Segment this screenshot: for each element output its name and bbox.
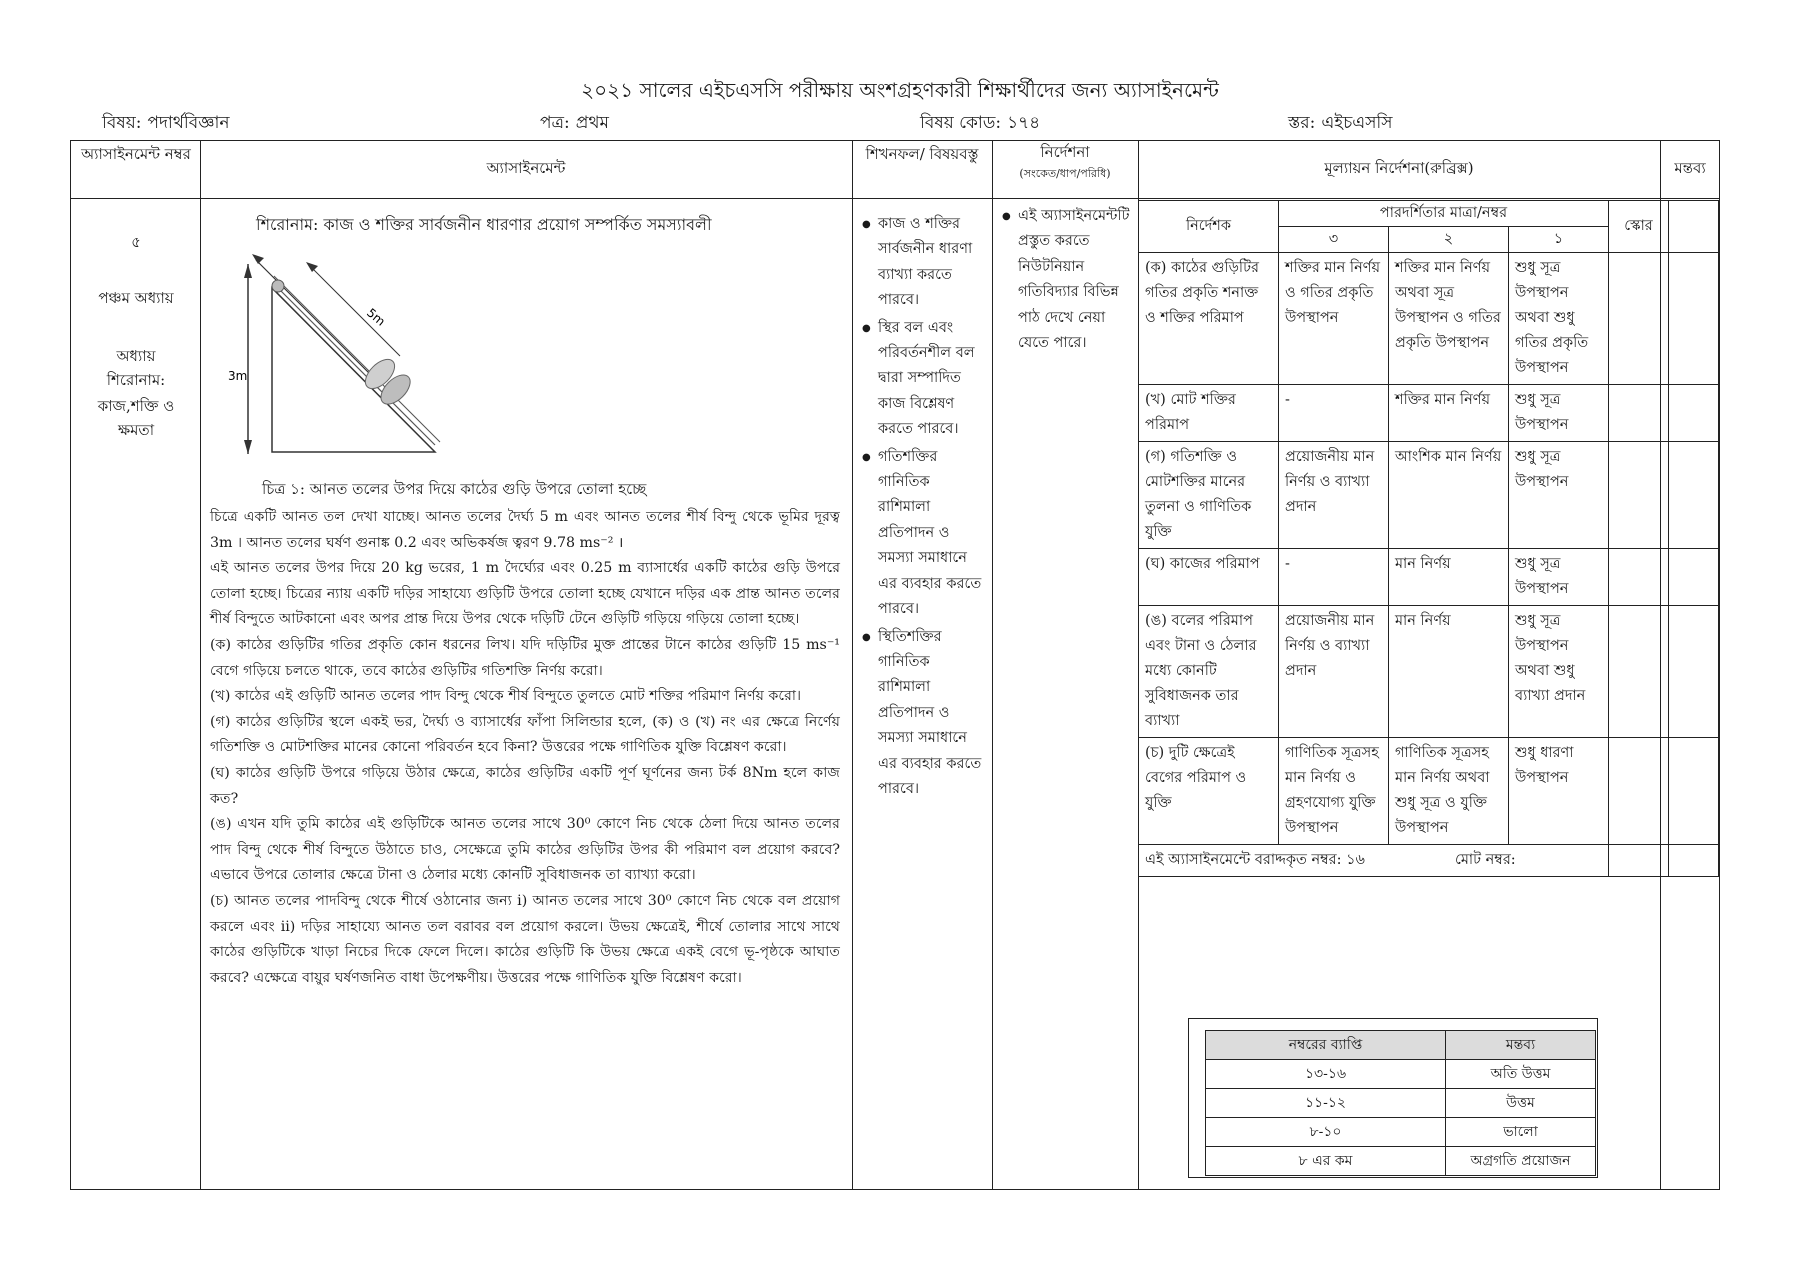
rubric-row — [1139, 442, 1719, 549]
rubric-row — [1139, 385, 1719, 442]
header-instruction: নির্দেশনা (সংকেত/ধাপ/পরিধি) — [992, 141, 1138, 185]
score-range-header: নম্বরের ব্যাপ্তি — [1206, 1031, 1446, 1060]
divider — [852, 140, 853, 1190]
table-row — [1206, 1089, 1596, 1118]
level-1: ১ — [1509, 227, 1609, 253]
remark-cell: উত্তম — [1446, 1089, 1596, 1118]
level-2-cell: মান নির্ণয় — [1389, 606, 1509, 738]
level-3-cell: - — [1279, 549, 1389, 606]
level-3-cell: - — [1279, 385, 1389, 442]
level-2-cell: শক্তির মান নির্ণয় অথবা সূত্র উপস্থাপন ও গতির প্রকৃতি উপস্থাপন — [1389, 253, 1509, 385]
paragraph: চিত্রে একটি আনত তল দেখা যাচ্ছে। আনত তলের দৈর্ঘ্য 5 m এবং আনত তলের শীর্ষ বিন্দু থেকে ভূমির দূরত্ব 3m । আনত তলের ঘর্ষণ গুনাঙ্ক 0.2 এবং অভিকর্ষজ ত্বরণ 9.78 ms⁻² । — [210, 509, 840, 551]
range-cell: ১১-১২ — [1206, 1089, 1446, 1118]
rubric-indicator-header: নির্দেশক — [1139, 201, 1279, 253]
rubric-level-header: পারদর্শিতার মাত্রা/নম্বর — [1279, 201, 1609, 227]
level-2: ২ — [1389, 227, 1509, 253]
table-row — [1206, 1118, 1596, 1147]
blank-cell — [1669, 385, 1719, 442]
chapter-title-label: অধ্যায় শিরোনাম: — [106, 347, 166, 389]
meta-code: বিষয় কোড: ১৭৪ — [920, 113, 1041, 133]
range-cell: ৮ এর কম — [1206, 1147, 1446, 1176]
rubric-blank — [1669, 201, 1719, 253]
divider — [200, 140, 201, 1190]
chapter-title: কাজ,শক্তি ও ক্ষমতা — [97, 397, 175, 439]
level-2-cell: আংশিক মান নির্ণয় — [1389, 442, 1509, 549]
level-3-cell: প্রয়োজনীয় মান নির্ণয় ও ব্যাখ্যা প্রদান — [1279, 442, 1389, 549]
table-row — [1206, 1147, 1596, 1176]
remark-cell: অগ্রগতি প্রয়োজন — [1446, 1147, 1596, 1176]
blank-cell — [1669, 442, 1719, 549]
outcome-item: ● স্থির বল এবং পরিবর্তনশীল বল দ্বারা সম্পাদিত কাজ বিশ্লেষণ করতে পারবে। — [862, 316, 982, 443]
level-3: ৩ — [1279, 227, 1389, 253]
header-remark: মন্তব্য — [1674, 159, 1706, 177]
rubric-row — [1139, 549, 1719, 606]
question-ka: (ক) কাঠের গুড়িটির গতির প্রকৃতি কোন ধরনের লিখ। যদি দড়িটির মুক্ত প্রান্তের টানে কাঠের গুড়িটি 15 ms⁻¹ বেগে গড়িয়ে চলতে থাকে, তবে কাঠের গুড়িটির গতিশক্তি নির্ণয় করো। — [210, 636, 840, 679]
level-3-cell: শক্তির মান নির্ণয় ও গতির প্রকৃতি উপস্থাপন — [1279, 253, 1389, 385]
score-cell — [1609, 606, 1669, 738]
indicator: (ঙ) বলের পরিমাপ এবং টানা ও ঠেলার মধ্যে কোনটি সুবিধাজনক তার ব্যাখ্যা — [1139, 606, 1279, 738]
level-2-cell: শক্তির মান নির্ণয় — [1389, 385, 1509, 442]
meta-subject: বিষয়: পদার্থবিজ্ঞান — [102, 113, 230, 133]
remark-cell: ভালো — [1446, 1118, 1596, 1147]
blank-cell — [1669, 738, 1719, 845]
level-2-cell: মান নির্ণয় — [1389, 549, 1509, 606]
range-cell: ১৩-১৬ — [1206, 1060, 1446, 1089]
level-2-cell: গাণিতিক সূত্রসহ মান নির্ণয় অথবা শুধু সূত্র ও যুক্তি উপস্থাপন — [1389, 738, 1509, 845]
outcome-item: ● গতিশক্তির গানিতিক রাশিমালা প্রতিপাদন ও সমস্যা সমাধানে এর ব্যবহার করতে পারবে। — [862, 445, 982, 623]
score-cell — [1609, 738, 1669, 845]
document-title: ২০২১ সালের এইচএসসি পরীক্ষায় অংশগ্রহণকারী শিক্ষার্থীদের জন্য অ্যাসাইনমেন্ট — [581, 78, 1219, 102]
total-score-cell — [1609, 845, 1669, 877]
outcome-item: ● কাজ ও শক্তির সার্বজনীন ধারণা ব্যাখ্যা করতে পারবে। — [862, 212, 982, 314]
indicator: (ঘ) কাজের পরিমাপ — [1139, 549, 1279, 606]
level-3-cell: গাণিতিক সূত্রসহ মান নির্ণয় ও গ্রহণযোগ্য যুক্তি উপস্থাপন — [1279, 738, 1389, 845]
rubric-table — [1138, 200, 1719, 877]
score-cell — [1609, 442, 1669, 549]
indicator: (ক) কাঠের গুড়িটির গতির প্রকৃতি শনাক্ত ও শক্তির পরিমাপ — [1139, 253, 1279, 385]
inclined-plane-figure — [230, 248, 460, 468]
height-label: 3m — [228, 369, 248, 383]
score-cell — [1609, 385, 1669, 442]
meta-level: স্তর: এইচএসসি — [1288, 113, 1393, 133]
range-cell: ৮-১০ — [1206, 1118, 1446, 1147]
assignment-body — [210, 505, 840, 991]
score-cell — [1609, 549, 1669, 606]
learning-outcomes — [862, 212, 982, 804]
paragraph: এই আনত তলের উপর দিয়ে 20 kg ভরের, 1 m দৈর্ঘ্যের এবং 0.25 m ব্যাসার্ধের একটি কাঠের গুড়ি উপরে তোলা হচ্ছে। চিত্রের ন্যায় একটি দড়ির সাহায্যে গুড়িটি উপরে তোলা হচ্ছে যেখানে দড়ির এক প্রান্ত আনত তলের শীর্ষ বিন্দুতে আটকানো এবং অপর প্রান্ত দিয়ে উপর থেকে দড়িটি টেনে গুড়িটি গড়িয়ে গড়িয়ে তোলা হচ্ছে। — [210, 560, 840, 628]
blank-cell — [1669, 549, 1719, 606]
rubric-row — [1139, 606, 1719, 738]
total-marks: মোট নম্বর: — [1454, 852, 1516, 868]
level-1-cell: শুধু সূত্র উপস্থাপন অথবা শুধু গতির প্রকৃতি উপস্থাপন — [1509, 253, 1609, 385]
question-gha: (ঘ) কাঠের গুড়িটি উপরে গড়িয়ে উঠার ক্ষেত্রে, কাঠের গুড়িটির একটি পূর্ণ ঘূর্ণনের জন্য টর্ক 8Nm হলে কাজ কত? — [210, 764, 840, 807]
level-1-cell: শুধু ধারণা উপস্থাপন — [1509, 738, 1609, 845]
slope-length-label: 5m — [364, 305, 388, 329]
indicator: (খ) মোট শক্তির পরিমাপ — [1139, 385, 1279, 442]
indicator: (গ) গতিশক্তি ও মোটশক্তির মানের তুলনা ও গাণিতিক যুক্তি — [1139, 442, 1279, 549]
header-assignment-no: অ্যাসাইনমেন্ট নম্বর — [81, 145, 191, 163]
indicator: (চ) দুটি ক্ষেত্রেই বেগের পরিমাপ ও যুক্তি — [1139, 738, 1279, 845]
level-3-cell: প্রয়োজনীয় মান নির্ণয় ও ব্যাখ্যা প্রদান — [1279, 606, 1389, 738]
assignment-number: ৫ — [131, 233, 141, 251]
question-umo: (ঙ) এখন যদি তুমি কাঠের এই গুড়িটিকে আনত তলের সাথে 30⁰ কোণে নিচ থেকে ঠেলা দিয়ে আনত তলের পাদ বিন্দু থেকে শীর্ষ বিন্দুতে উঠাতে চাও, সেক্ষেত্রে তুমি কাঠের গুড়িটির উপর কী পরিমাণ বল প্রয়োগ করবে? এভাবে উপরে তোলার ক্ষেত্রে টানা ও ঠেলার মধ্যে কোনটি সুবিধাজনক তা ব্যাখ্যা করো। — [210, 816, 840, 884]
header-rubric: মূল্যায়ন নির্দেশনা(রুব্রিক্স) — [1324, 159, 1474, 177]
remark-cell: অতি উত্তম — [1446, 1060, 1596, 1089]
blank-cell — [1669, 253, 1719, 385]
instruction — [1002, 204, 1132, 356]
outcome-item: ● স্থিতিশক্তির গানিতিক রাশিমালা প্রতিপাদন ও সমস্যা সমাধানে এর ব্যবহার করতে পারবে। — [862, 625, 982, 803]
allotted-marks: এই অ্যাসাইনমেন্টে বরাদ্দকৃত নম্বর: ১৬ মোট নম্বর: — [1139, 845, 1609, 877]
blank-cell — [1669, 606, 1719, 738]
chapter-name: পঞ্চম অধ্যায় — [98, 289, 174, 307]
question-cha: (চ) আনত তলের পাদবিন্দু থেকে শীর্ষে ওঠানোর জন্য i) আনত তলের সাথে 30⁰ কোণে নিচ থেকে বল প্রয়োগ করলে এবং ii) দড়ির সাহায্যে আনত তল বরাবর বল প্রয়োগ করলে। উভয় ক্ষেত্রেই, শীর্ষে তোলার সাথে সাথে কাঠের গুড়িটিকে খাড়া নিচের দিকে ফেলে দিলে। কাঠের গুড়িটি কি উভয় ক্ষেত্রে একই বেগে ভূ-পৃষ্ঠকে আঘাত করবে? এক্ষেত্রে বায়ুর ঘর্ষণজনিত বাধা উপেক্ষণীয়। উত্তরের পক্ষে গাণিতিক যুক্তি বিশ্লেষণ করো। — [210, 892, 840, 986]
divider — [992, 140, 993, 1190]
rubric-row — [1139, 253, 1719, 385]
level-1-cell: শুধু সূত্র উপস্থাপন — [1509, 549, 1609, 606]
meta-paper: পত্র: প্রথম — [540, 113, 609, 133]
assignment-heading: শিরোনাম: কাজ ও শক্তির সার্বজনীন ধারণার প্রয়োগ সম্পর্কিত সমস্যাবলী — [256, 215, 712, 234]
rubric-score-header: স্কোর — [1609, 201, 1669, 253]
level-1-cell: শুধু সূত্র উপস্থাপন — [1509, 442, 1609, 549]
level-1-cell: শুধু সূত্র উপস্থাপন — [1509, 385, 1609, 442]
header-outcome: শিখনফল/ বিষয়বস্তু — [865, 145, 979, 163]
question-ga: (গ) কাঠের গুড়িটির স্থলে একই ভর, দৈর্ঘ্য ও ব্যাসার্ধের ফাঁপা সিলিন্ডার হলে, (ক) ও (খ) নং এর ক্ষেত্রে নির্ণেয় গতিশক্তি ও মোটশক্তির মানের কোনো পরিবর্তন হবে কিনা? উত্তরের পক্ষে গাণিতিক যুক্তি বিশ্লেষণ করো। — [210, 713, 840, 756]
score-cell — [1609, 253, 1669, 385]
header-assignment: অ্যাসাইনমেন্ট — [486, 159, 566, 177]
instruction-text: ● এই অ্যাসাইনমেন্টটি প্রস্তুত করতে নিউটনিয়ান গতিবিদ্যার বিভিন্ন পাঠ দেখে নেয়া যেতে পারে। — [1002, 204, 1132, 356]
level-1-cell: শুধু সূত্র উপস্থাপন অথবা শুধু ব্যাখ্যা প্রদান — [1509, 606, 1609, 738]
figure-caption: চিত্র ১: আনত তলের উপর দিয়ে কাঠের গুড়ি উপরে তোলা হচ্ছে — [262, 480, 647, 498]
header-instruction-sub: (সংকেত/ধাপ/পরিধি) — [1019, 167, 1111, 180]
divider — [70, 198, 1720, 199]
blank-cell — [1669, 845, 1719, 877]
score-range-table — [1205, 1030, 1596, 1176]
score-remark-header: মন্তব্য — [1446, 1031, 1596, 1060]
rubric-row — [1139, 738, 1719, 845]
question-kha: (খ) কাঠের এই গুড়িটি আনত তলের পাদ বিন্দু থেকে শীর্ষ বিন্দুতে তুলতে মোট শক্তির পরিমাণ নির্ণয় করো। — [210, 688, 802, 705]
table-row — [1206, 1060, 1596, 1089]
